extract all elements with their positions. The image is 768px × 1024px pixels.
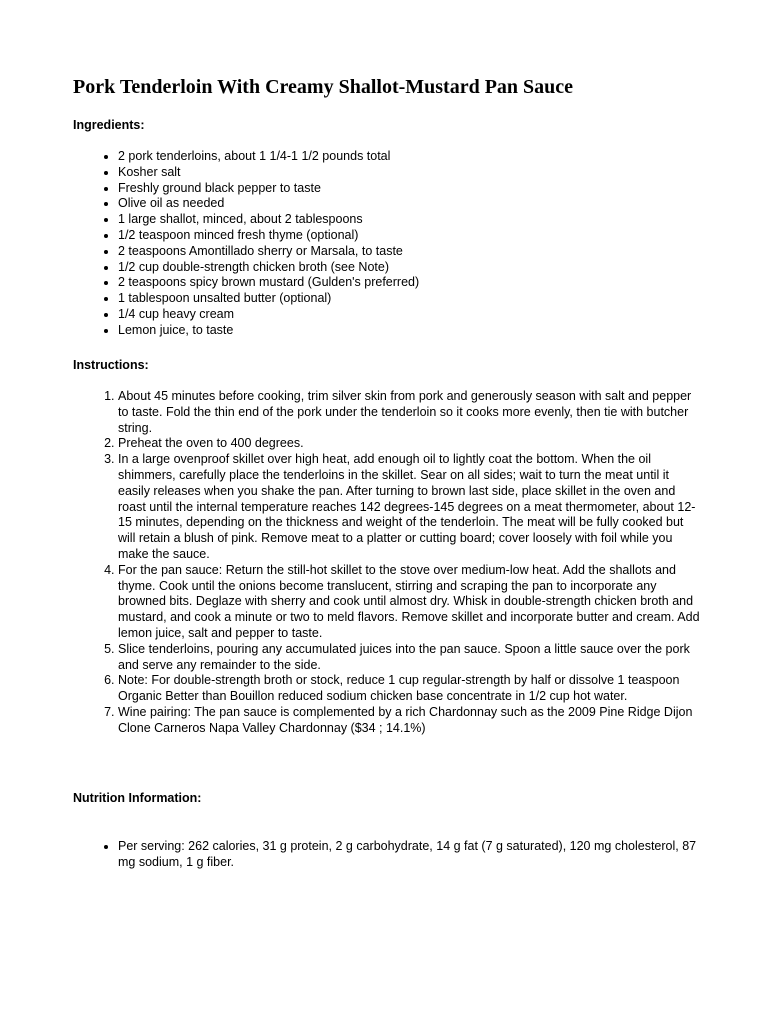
ingredients-heading: Ingredients:: [73, 118, 145, 132]
ingredient-item: • Freshly ground black pepper to taste: [118, 181, 703, 197]
ingredient-item: • 1/4 cup heavy cream: [118, 307, 703, 323]
ingredient-item: • 2 teaspoons Amontillado sherry or Marsala, to taste: [118, 244, 703, 260]
ingredient-item: • 2 pork tenderloins, about 1 1/4-1 1/2 pounds total: [118, 149, 703, 165]
ingredient-item: • Olive oil as needed: [118, 196, 703, 212]
page-title: Pork Tenderloin With Creamy Shallot-Mustard Pan Sauce: [73, 76, 574, 98]
nutrition-item: • Per serving: 262 calories, 31 g protein, 2 g carbohydrate, 14 g fat (7 g saturated), 120 mg cholesterol, 87 mg sodium, 1 g fiber.: [118, 839, 703, 871]
nutrition-heading: Nutrition Information:: [73, 791, 202, 805]
instruction-step: 5. Slice tenderloins, pouring any accumulated juices into the pan sauce. Spoon a little sauce over the pork and serve any remainder to the side.: [118, 642, 703, 674]
instruction-step: 1. About 45 minutes before cooking, trim silver skin from pork and generously season with salt and pepper to taste. Fold the thin end of the pork under the tenderloin so it cooks more evenly, then tie with butcher string.: [118, 389, 703, 436]
instruction-step: 7. Wine pairing: The pan sauce is complemented by a rich Chardonnay such as the 2009 Pine Ridge Dijon Clone Carneros Napa Valley Chardonnay ($34 ; 14.1%): [118, 705, 703, 737]
ingredient-item: • Kosher salt: [118, 165, 703, 181]
instruction-step: 6. Note: For double-strength broth or stock, reduce 1 cup regular-strength by half or dissolve 1 teaspoon Organic Better than Bouillon reduced sodium chicken base concentrate in 1/2 cup hot water.: [118, 673, 703, 705]
ingredients-list: [73, 149, 703, 339]
instruction-step: 2. Preheat the oven to 400 degrees.: [118, 436, 703, 452]
instructions-list: [73, 389, 703, 737]
nutrition-list: [73, 839, 703, 871]
instruction-step: 3. In a large ovenproof skillet over high heat, add enough oil to lightly coat the bottom. When the oil shimmers, carefully place the tenderloins in the skillet. Sear on all sides; wait to turn the meat until it easily releases when you shake the pan. After turning to brown last side, place skillet in the oven and roast until the internal temperature reaches 142 degrees-145 degrees on a meat thermometer, about 12-15 minutes, depending on the thickness and weight of the tenderloin. The meat will be fully cooked but will retain a blush of pink. Remove meat to a platter or cutting board; cover loosely with foil while you make the sauce.: [118, 452, 703, 563]
instructions-heading: Instructions:: [73, 358, 149, 372]
ingredient-item: • Lemon juice, to taste: [118, 323, 703, 339]
ingredient-item: • 1/2 teaspoon minced fresh thyme (optional): [118, 228, 703, 244]
ingredient-item: • 2 teaspoons spicy brown mustard (Gulden's preferred): [118, 275, 703, 291]
ingredient-item: • 1/2 cup double-strength chicken broth (see Note): [118, 260, 703, 276]
ingredient-item: • 1 tablespoon unsalted butter (optional): [118, 291, 703, 307]
instruction-step: 4. For the pan sauce: Return the still-hot skillet to the stove over medium-low heat. Add the shallots and thyme. Cook until the onions become translucent, stirring and scraping the pan to incorporate any browned bits. Deglaze with sherry and cook until almost dry. Whisk in double-strength chicken broth and mustard, and cook a minute or two to meld flavors. Remove skillet and incorporate butter and cream. Add lemon juice, salt and pepper to taste.: [118, 563, 703, 642]
ingredient-item: • 1 large shallot, minced, about 2 tablespoons: [118, 212, 703, 228]
